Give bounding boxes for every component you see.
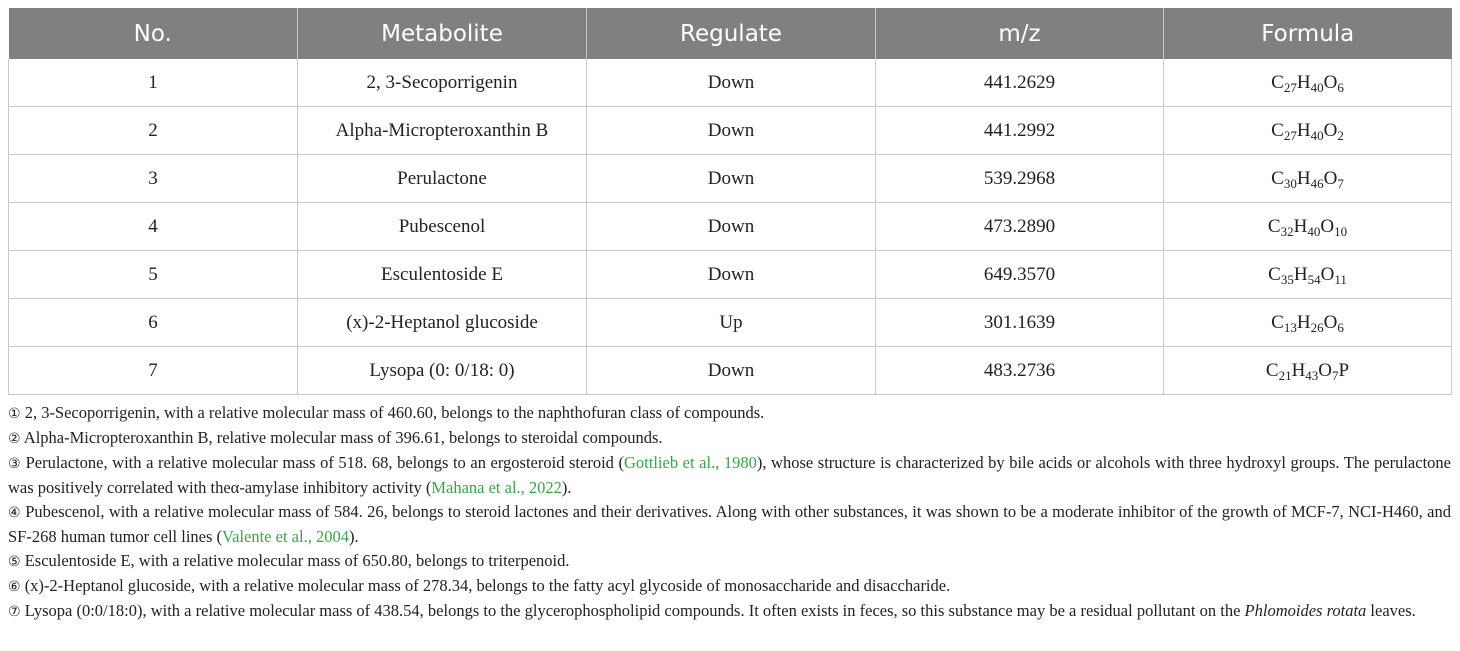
citation-link[interactable]: Valente et al., 2004 bbox=[222, 527, 349, 546]
footnote-3 bbox=[8, 451, 1451, 500]
cell-metabolite: (x)-2-Heptanol glucoside bbox=[298, 299, 587, 347]
formula-count: 40 bbox=[1310, 79, 1324, 95]
header-formula: Formula bbox=[1164, 8, 1452, 59]
formula-count: 54 bbox=[1307, 271, 1321, 287]
table-row bbox=[9, 299, 1452, 347]
cell-metabolite: Perulactone bbox=[298, 155, 587, 203]
footnote-text: ), whose structure is characterized by bile acids or alcohols with three hydroxyl groups. The perulactone was positively correlated with theα-amylase inhibitory activity ( bbox=[8, 453, 1451, 497]
metabolite-table bbox=[8, 8, 1452, 395]
footnote-text: ). bbox=[561, 478, 572, 497]
footnote-text: Lysopa (0:0/18:0), with a relative molecular mass of 438.54, belongs to the glycerophospholipid compounds. It often exists in feces, so this substance may be a residual pollutant on the bbox=[24, 601, 1245, 620]
formula-count: 46 bbox=[1310, 175, 1324, 191]
citation-link[interactable]: Mahana et al., 2022 bbox=[431, 478, 562, 497]
cell-mz: 441.2629 bbox=[876, 59, 1164, 107]
cell-metabolite: Esculentoside E bbox=[298, 251, 587, 299]
formula-element: O bbox=[1323, 71, 1338, 93]
formula-element: O bbox=[1323, 311, 1338, 333]
cell-metabolite: Alpha-Micropteroxanthin B bbox=[298, 107, 587, 155]
footnote-text: (x)-2-Heptanol glucoside, with a relative molecular mass of 278.34, belongs to the fatty acyl glycoside of monosaccharide and disaccharide. bbox=[24, 576, 951, 595]
footnote-marker: ② bbox=[8, 431, 21, 447]
formula-element: H bbox=[1296, 71, 1311, 93]
formula-element: C bbox=[1265, 359, 1279, 381]
header-no: No. bbox=[9, 8, 298, 59]
footnote-marker: ① bbox=[8, 406, 21, 422]
cell-regulate: Down bbox=[587, 251, 876, 299]
footnote-marker: ③ bbox=[8, 456, 21, 472]
formula-element: H bbox=[1296, 119, 1311, 141]
formula-count: 27 bbox=[1283, 79, 1297, 95]
cell-mz: 301.1639 bbox=[876, 299, 1164, 347]
formula-count: 13 bbox=[1283, 319, 1297, 335]
formula-count: 7 bbox=[1332, 367, 1339, 383]
table-row bbox=[9, 203, 1452, 251]
formula-count: 43 bbox=[1305, 367, 1319, 383]
formula-count: 11 bbox=[1334, 271, 1347, 287]
cell-mz: 473.2890 bbox=[876, 203, 1164, 251]
footnote-7 bbox=[8, 599, 1451, 624]
cell-no: 3 bbox=[9, 155, 298, 203]
table-row bbox=[9, 347, 1452, 395]
formula-count: 35 bbox=[1280, 271, 1294, 287]
cell-mz: 649.3570 bbox=[876, 251, 1164, 299]
formula-count: 32 bbox=[1280, 223, 1294, 239]
formula-count: 27 bbox=[1283, 127, 1297, 143]
cell-regulate: Down bbox=[587, 203, 876, 251]
formula-element: O bbox=[1323, 119, 1338, 141]
citation-link[interactable]: Gottlieb et al., 1980 bbox=[624, 453, 757, 472]
formula-element: C bbox=[1268, 263, 1281, 285]
footnote-text: Perulactone, with a relative molecular mass of 518. 68, belongs to an ergosteroid steroid ( bbox=[25, 453, 624, 472]
formula-count: 40 bbox=[1310, 127, 1324, 143]
footnote-6 bbox=[8, 574, 1451, 599]
footnote-5 bbox=[8, 549, 1451, 574]
header-metabolite: Metabolite bbox=[298, 8, 587, 59]
formula-element: H bbox=[1296, 311, 1311, 333]
footnote-marker: ⑤ bbox=[8, 554, 21, 570]
cell-no: 6 bbox=[9, 299, 298, 347]
formula-element: O bbox=[1320, 215, 1335, 237]
footnote-text: Esculentoside E, with a relative molecular mass of 650.80, belongs to triterpenoid. bbox=[24, 551, 570, 570]
formula-count: 6 bbox=[1337, 79, 1344, 95]
formula-element: O bbox=[1320, 263, 1335, 285]
formula-element: H bbox=[1291, 359, 1306, 381]
species-name: Phlomoides rotata bbox=[1244, 601, 1367, 620]
formula-element: C bbox=[1271, 71, 1284, 93]
formula-count: 6 bbox=[1337, 319, 1344, 335]
footnotes bbox=[8, 401, 1451, 624]
footnote-4 bbox=[8, 500, 1451, 549]
formula-element: H bbox=[1293, 215, 1308, 237]
formula-element: C bbox=[1271, 119, 1284, 141]
cell-no: 5 bbox=[9, 251, 298, 299]
cell-no: 4 bbox=[9, 203, 298, 251]
formula-element: O bbox=[1323, 167, 1338, 189]
header-mz: m/z bbox=[876, 8, 1164, 59]
table-row bbox=[9, 107, 1452, 155]
cell-regulate: Up bbox=[587, 299, 876, 347]
formula-element: P bbox=[1338, 359, 1350, 381]
cell-mz: 441.2992 bbox=[876, 107, 1164, 155]
footnote-text: Pubescenol, with a relative molecular mass of 584. 26, belongs to steroid lactones and their derivatives. Along with other substances, it was shown to be a moderate inhibitor of the growth of MCF-7, NCI-H460, and SF-268 human tumor cell lines ( bbox=[8, 502, 1451, 546]
formula-element: O bbox=[1318, 359, 1333, 381]
footnote-marker: ⑦ bbox=[8, 604, 21, 620]
formula-count: 30 bbox=[1283, 175, 1297, 191]
formula-count: 2 bbox=[1337, 127, 1344, 143]
cell-no: 7 bbox=[9, 347, 298, 395]
cell-mz: 539.2968 bbox=[876, 155, 1164, 203]
formula-element: C bbox=[1271, 167, 1284, 189]
footnote-text: 2, 3-Secoporrigenin, with a relative molecular mass of 460.60, belongs to the naphthofuran class of compounds. bbox=[24, 403, 765, 422]
cell-formula bbox=[1164, 107, 1452, 155]
formula-count: 7 bbox=[1337, 175, 1344, 191]
cell-formula bbox=[1164, 155, 1452, 203]
table-row bbox=[9, 155, 1452, 203]
formula-count: 21 bbox=[1278, 367, 1292, 383]
table-body bbox=[9, 59, 1452, 395]
header-regulate: Regulate bbox=[587, 8, 876, 59]
cell-regulate: Down bbox=[587, 59, 876, 107]
cell-metabolite: Lysopa (0: 0/18: 0) bbox=[298, 347, 587, 395]
footnote-text: ). bbox=[348, 527, 359, 546]
footnote-text: leaves. bbox=[1366, 601, 1416, 620]
footnote-marker: ④ bbox=[8, 505, 21, 521]
footnote-text: Alpha-Micropteroxanthin B, relative molecular mass of 396.61, belongs to steroidal compounds. bbox=[23, 428, 663, 447]
cell-formula bbox=[1164, 251, 1452, 299]
footnote-marker: ⑥ bbox=[8, 579, 21, 595]
formula-element: C bbox=[1271, 311, 1284, 333]
cell-no: 2 bbox=[9, 107, 298, 155]
cell-no: 1 bbox=[9, 59, 298, 107]
formula-count: 26 bbox=[1310, 319, 1324, 335]
cell-mz: 483.2736 bbox=[876, 347, 1164, 395]
formula-count: 40 bbox=[1307, 223, 1321, 239]
cell-formula bbox=[1164, 203, 1452, 251]
table-header-row bbox=[9, 8, 1452, 59]
formula-element: H bbox=[1293, 263, 1308, 285]
table-container bbox=[8, 8, 1451, 624]
cell-regulate: Down bbox=[587, 107, 876, 155]
table-row bbox=[9, 251, 1452, 299]
table-row bbox=[9, 59, 1452, 107]
formula-count: 10 bbox=[1334, 223, 1348, 239]
formula-element: H bbox=[1296, 167, 1311, 189]
cell-regulate: Down bbox=[587, 155, 876, 203]
cell-regulate: Down bbox=[587, 347, 876, 395]
cell-formula bbox=[1164, 299, 1452, 347]
footnote-1 bbox=[8, 401, 1451, 426]
cell-metabolite: Pubescenol bbox=[298, 203, 587, 251]
footnote-2 bbox=[8, 426, 1451, 451]
cell-formula bbox=[1164, 59, 1452, 107]
formula-element: C bbox=[1267, 215, 1281, 237]
cell-formula bbox=[1164, 347, 1452, 395]
cell-metabolite: 2, 3-Secoporrigenin bbox=[298, 59, 587, 107]
